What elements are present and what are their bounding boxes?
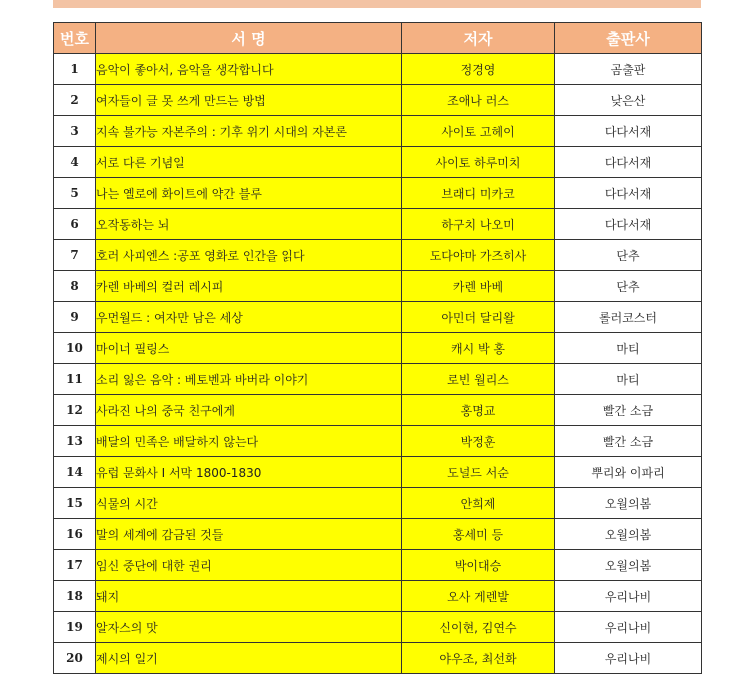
book-publisher: 곰출판 [555, 54, 702, 85]
row-number: 6 [54, 209, 96, 240]
book-title: 말의 세계에 감금된 것들 [96, 519, 402, 550]
row-number: 14 [54, 457, 96, 488]
table-row [54, 240, 702, 271]
book-title: 호러 사피엔스 :공포 영화로 인간을 읽다 [96, 240, 402, 271]
row-number: 9 [54, 302, 96, 333]
book-title: 유럽 문화사 I 서막 1800-1830 [96, 457, 402, 488]
book-publisher: 우리나비 [555, 612, 702, 643]
table-row [54, 116, 702, 147]
book-publisher: 오월의봄 [555, 550, 702, 581]
book-author: 사이토 고헤이 [402, 116, 555, 147]
table-row [54, 612, 702, 643]
book-publisher: 우리나비 [555, 643, 702, 674]
table-row [54, 581, 702, 612]
row-number: 5 [54, 178, 96, 209]
row-number: 20 [54, 643, 96, 674]
row-number: 1 [54, 54, 96, 85]
book-author: 신이현, 김연수 [402, 612, 555, 643]
row-number: 16 [54, 519, 96, 550]
table-row [54, 333, 702, 364]
row-number: 2 [54, 85, 96, 116]
table-row [54, 395, 702, 426]
row-number: 10 [54, 333, 96, 364]
header-title: 서 명 [96, 23, 402, 54]
row-number: 17 [54, 550, 96, 581]
book-author: 아민더 달리왈 [402, 302, 555, 333]
book-author: 도다야마 가즈히사 [402, 240, 555, 271]
table-row [54, 519, 702, 550]
book-publisher: 오월의봄 [555, 519, 702, 550]
row-number: 13 [54, 426, 96, 457]
book-title: 지속 불가능 자본주의 : 기후 위기 시대의 자본론 [96, 116, 402, 147]
table-row [54, 488, 702, 519]
header-publisher: 출판사 [555, 23, 702, 54]
book-list-table [53, 22, 702, 674]
table-row [54, 426, 702, 457]
row-number: 8 [54, 271, 96, 302]
row-number: 7 [54, 240, 96, 271]
book-title: 우먼월드 : 여자만 남은 세상 [96, 302, 402, 333]
row-number: 11 [54, 364, 96, 395]
book-author: 카렌 바베 [402, 271, 555, 302]
book-publisher: 빨간 소금 [555, 395, 702, 426]
book-author: 브래디 미카코 [402, 178, 555, 209]
row-number: 3 [54, 116, 96, 147]
book-publisher: 우리나비 [555, 581, 702, 612]
book-publisher: 다다서재 [555, 147, 702, 178]
table-row [54, 457, 702, 488]
book-title: 제시의 일기 [96, 643, 402, 674]
book-author: 사이토 하루미치 [402, 147, 555, 178]
table-row [54, 364, 702, 395]
table-row [54, 85, 702, 116]
book-publisher: 빨간 소금 [555, 426, 702, 457]
row-number: 18 [54, 581, 96, 612]
book-author: 박이대승 [402, 550, 555, 581]
book-title: 오작동하는 뇌 [96, 209, 402, 240]
book-publisher: 단추 [555, 271, 702, 302]
book-author: 홍세미 등 [402, 519, 555, 550]
table-row [54, 209, 702, 240]
book-author: 하구치 나오미 [402, 209, 555, 240]
book-title: 음악이 좋아서, 음악을 생각합니다 [96, 54, 402, 85]
book-publisher: 뿌리와 이파리 [555, 457, 702, 488]
book-title: 나는 옐로에 화이트에 약간 블루 [96, 178, 402, 209]
book-title: 임신 중단에 대한 권리 [96, 550, 402, 581]
book-publisher: 롤러코스터 [555, 302, 702, 333]
book-title: 여자들이 글 못 쓰게 만드는 방법 [96, 85, 402, 116]
book-author: 야우조, 최선화 [402, 643, 555, 674]
table-row [54, 147, 702, 178]
book-title: 알자스의 맛 [96, 612, 402, 643]
book-author: 조애나 러스 [402, 85, 555, 116]
book-author: 도널드 서순 [402, 457, 555, 488]
book-title: 카렌 바베의 컬러 레시피 [96, 271, 402, 302]
header-number: 번호 [54, 23, 96, 54]
row-number: 19 [54, 612, 96, 643]
header-row [54, 23, 702, 54]
row-number: 12 [54, 395, 96, 426]
book-author: 안희제 [402, 488, 555, 519]
book-title: 소리 잃은 음악 : 베토벤과 바버라 이야기 [96, 364, 402, 395]
table-row [54, 178, 702, 209]
book-publisher: 다다서재 [555, 209, 702, 240]
top-band [53, 0, 701, 8]
book-author: 홍명교 [402, 395, 555, 426]
book-publisher: 낮은산 [555, 85, 702, 116]
book-author: 로빈 월리스 [402, 364, 555, 395]
book-publisher: 단추 [555, 240, 702, 271]
table-row [54, 271, 702, 302]
book-publisher: 다다서재 [555, 178, 702, 209]
table-row [54, 550, 702, 581]
row-number: 4 [54, 147, 96, 178]
book-publisher: 마티 [555, 364, 702, 395]
book-author: 캐시 박 홍 [402, 333, 555, 364]
table-row [54, 54, 702, 85]
table-row [54, 643, 702, 674]
book-title: 사라진 나의 중국 친구에게 [96, 395, 402, 426]
book-author: 오사 게렌발 [402, 581, 555, 612]
book-author: 박정훈 [402, 426, 555, 457]
book-title: 마이너 필링스 [96, 333, 402, 364]
book-publisher: 마티 [555, 333, 702, 364]
table-row [54, 302, 702, 333]
book-publisher: 다다서재 [555, 116, 702, 147]
book-publisher: 오월의봄 [555, 488, 702, 519]
book-title: 서로 다른 기념일 [96, 147, 402, 178]
book-author: 정경영 [402, 54, 555, 85]
table-body [54, 54, 702, 674]
book-title: 돼지 [96, 581, 402, 612]
book-title: 식물의 시간 [96, 488, 402, 519]
row-number: 15 [54, 488, 96, 519]
book-title: 배달의 민족은 배달하지 않는다 [96, 426, 402, 457]
header-author: 저자 [402, 23, 555, 54]
